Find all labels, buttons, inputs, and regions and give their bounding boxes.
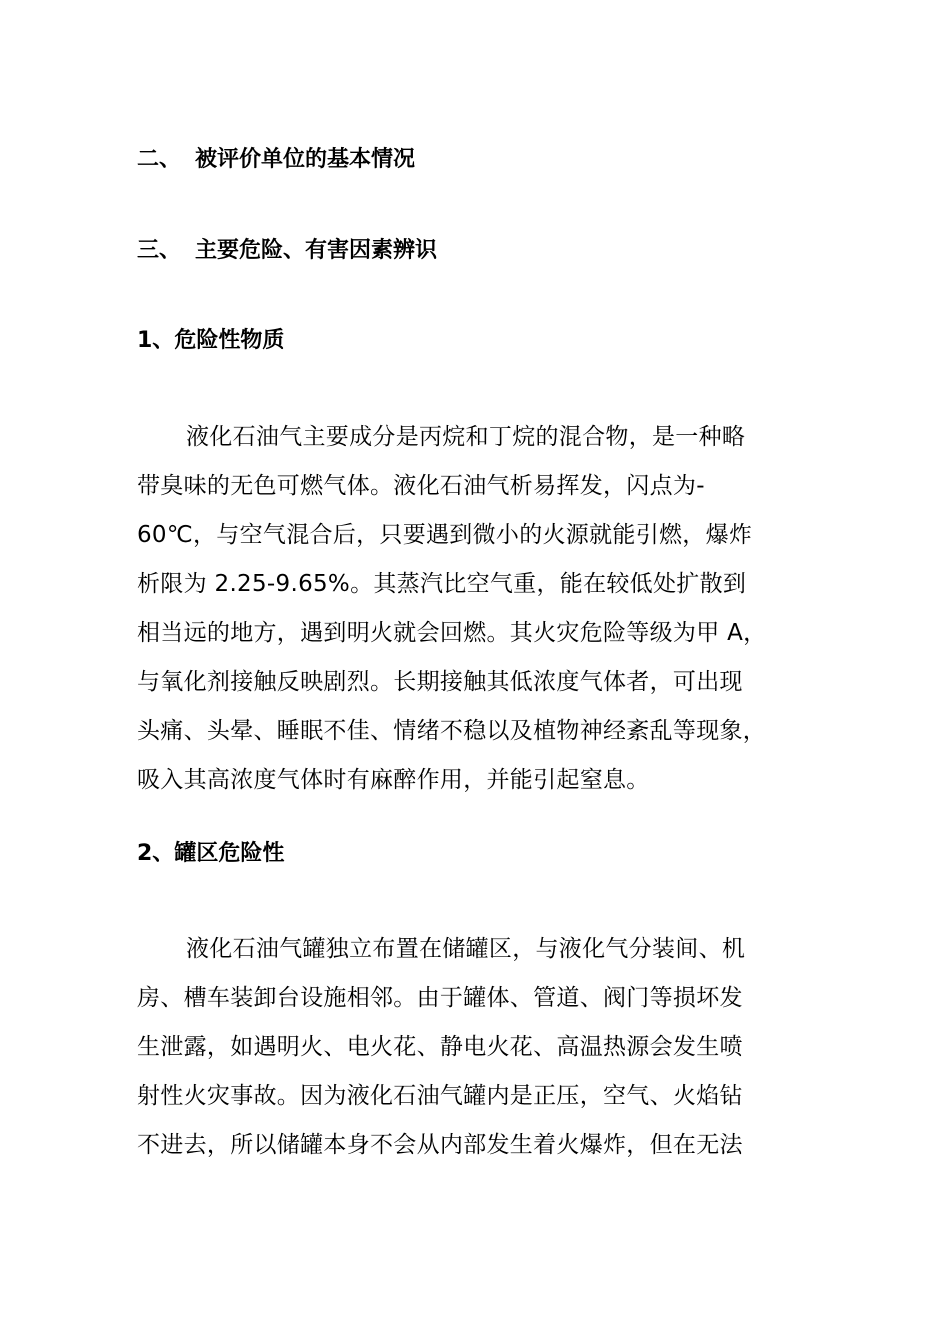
paragraph-line: 生泄露，如遇明火、电火花、静电火花、高温热源会发生喷 [137,1034,743,1060]
section-title: 被评价单位的基本情况 [195,147,416,172]
paragraph-line: 析限为 2.25-9.65%。其蒸汽比空气重，能在较低处扩散到 [137,571,747,597]
section-heading-2 [137,145,415,175]
paragraph-line: 射性火灾事故。因为液化石油气罐内是正压，空气、火焰钻 [137,1083,743,1109]
paragraph-line: 不进去，所以储罐本身不会从内部发生着火爆炸，但在无法 [137,1132,743,1158]
subsection-title: 危险性物质 [174,328,285,353]
section-heading-3 [137,236,437,266]
paragraph-line: 液化石油气罐独立布置在储罐区，与液化气分装间、机 [186,936,746,962]
subsection-heading-1 [137,326,284,356]
paragraph-line: 与氧化剂接触反映剧烈。长期接触其低浓度气体者，可出现 [137,669,743,695]
subsection-title: 罐区危险性 [174,841,285,866]
paragraph-line: 头痛、头晕、睡眠不佳、情绪不稳以及植物神经紊乱等现象， [137,718,767,744]
section-title: 主要危险、有害因素辨识 [195,238,438,263]
paragraph-hazardous-substance [137,413,827,805]
paragraph-line: 房、槽车装卸台设施相邻。由于罐体、管道、阀门等损坏发 [137,985,743,1011]
paragraph-line: 吸入其高浓度气体时有麻醉作用，并能引起窒息。 [137,767,650,793]
subsection-heading-2 [137,839,284,869]
section-number: 三、 [137,238,182,263]
subsection-number: 2、 [137,841,175,866]
paragraph-tank-area [137,925,827,1170]
subsection-number: 1、 [137,328,175,353]
paragraph-line: 带臭味的无色可燃气体。液化石油气析易挥发，闪点为- [137,473,705,499]
paragraph-line: 相当远的地方，遇到明火就会回燃。其火灾危险等级为甲 A， [137,620,767,646]
section-number: 二、 [137,147,182,172]
paragraph-line: 液化石油气主要成分是丙烷和丁烷的混合物，是一种略 [186,424,746,450]
paragraph-line: 60℃，与空气混合后，只要遇到微小的火源就能引燃，爆炸 [137,522,753,548]
